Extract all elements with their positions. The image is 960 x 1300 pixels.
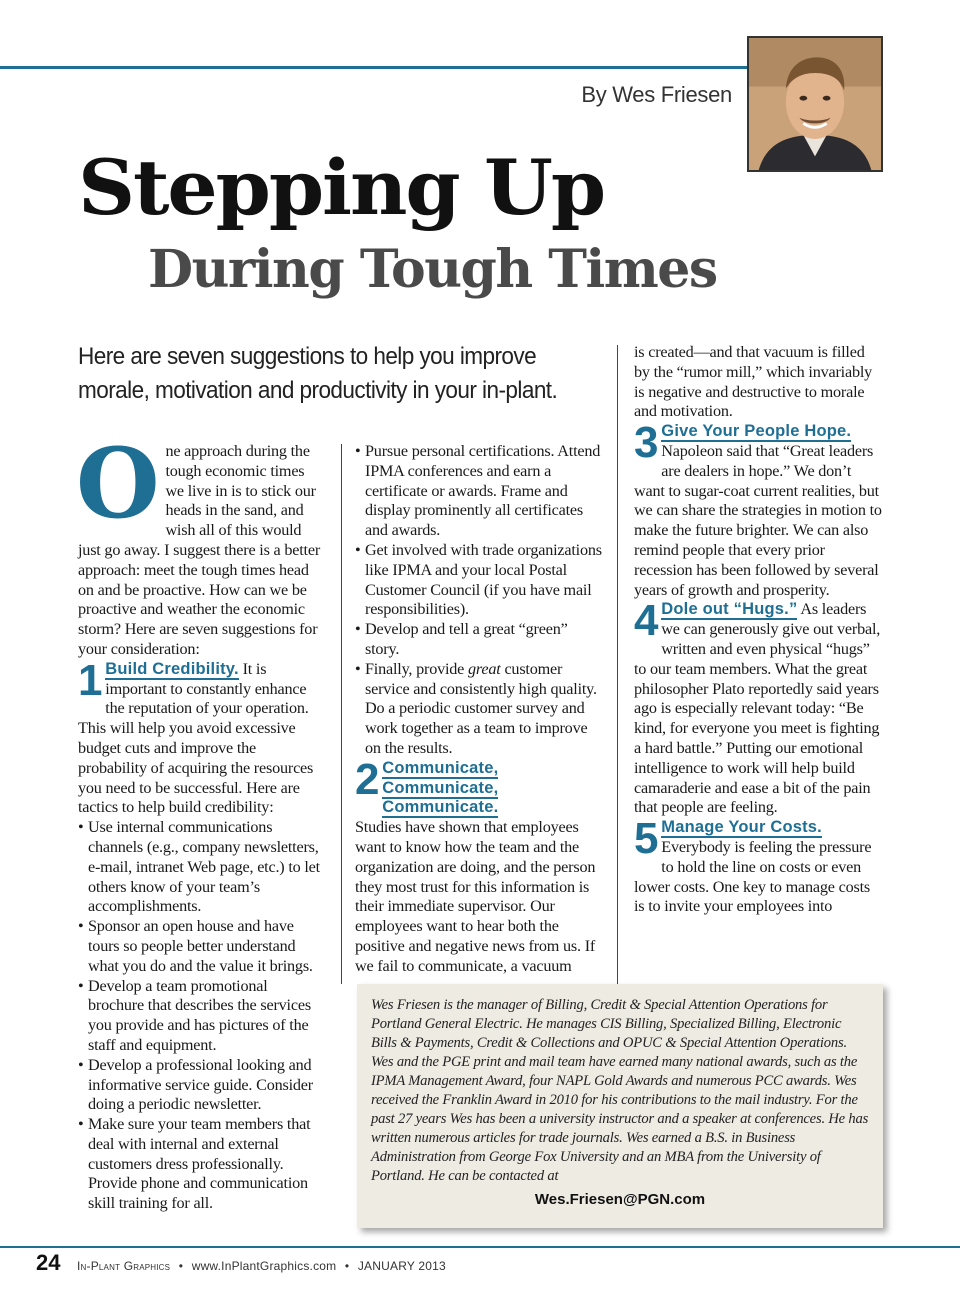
section-heading-5: Manage Your Costs. bbox=[661, 818, 822, 837]
list-item: • Develop a team promotional brochure that describes the services you provide and has pictures of the staff and equipment. bbox=[78, 977, 326, 1056]
author-photo bbox=[747, 36, 883, 172]
continued-text: is created—and that vacuum is filled by the “rumor mill,” which invariably is negative and destructive to morale and motivation. bbox=[634, 343, 873, 421]
section-heading-3: Give Your People Hope. bbox=[661, 422, 852, 441]
section-4 bbox=[634, 596, 884, 818]
section-number-4: 4 bbox=[634, 596, 659, 646]
publication-name: In-Plant Graphics bbox=[77, 1259, 171, 1273]
list-item-emphasis: great bbox=[468, 659, 501, 678]
section-number-2: 2 bbox=[355, 754, 380, 804]
publication-url[interactable]: www.InPlantGraphics.com bbox=[191, 1259, 337, 1273]
footer-separator: • bbox=[344, 1259, 350, 1273]
article-column-2 bbox=[355, 442, 603, 977]
credibility-tactics-list-continued bbox=[355, 442, 603, 759]
byline: By Wes Friesen bbox=[581, 82, 732, 107]
list-item: • Get involved with trade organizations like IPMA and your local Postal Customer Council (if you have mail responsibilities). bbox=[355, 541, 603, 620]
dek: Here are seven suggestions to help you improve morale, motivation and productivity in your in-plant. bbox=[78, 343, 558, 404]
article-column-1 bbox=[76, 427, 326, 1214]
drop-cap: O bbox=[76, 427, 160, 540]
intro-text: ne approach during the tough economic times we live in is to stick our heads in the sand, and wish all of this would just go away. I suggest there is a better approach: meet the tough times head on and be proactive. How can we be proactive and weather the economic storm? Here are seven suggestions for your consideration: bbox=[78, 442, 321, 658]
section-heading-4: Dole out “Hugs.” bbox=[661, 600, 798, 619]
section-text-1: It is important to constantly enhance the reputation of your operation. This will help you avoid excessive budget cuts and improve the probability of acquiring the resources you need to be successful. Here are tactics to help build credibility: bbox=[78, 659, 314, 817]
section-text-5: Everybody is feeling the pressure to hold the line on costs or even lower costs. One key to manage costs is to invite your employees into bbox=[634, 837, 872, 916]
section-2 bbox=[355, 754, 603, 818]
article-column-3 bbox=[634, 343, 884, 917]
list-item: • Pursue personal certifications. Attend IPMA conferences and earn a certificate or awards. Frame and display prominently all certificates and awards. bbox=[355, 442, 603, 541]
issue-date: JANUARY 2013 bbox=[357, 1259, 446, 1273]
column-divider bbox=[341, 444, 342, 984]
page-number: 24 bbox=[36, 1250, 61, 1275]
section-text-4: As leaders we can generously give out verbal, written and even physical “hugs” to our team members. What the great philosopher Plato reportedly said years ago is especially relevant today: “Be kind, for everyone you meet is fighting a hard battle.” Putting our emotional intelligence to work will help build camaraderie and ease a bit of the pain that people are feeling. bbox=[634, 600, 881, 817]
author-email[interactable]: Wes.Friesen@PGN.com bbox=[534, 1191, 706, 1208]
footer-text bbox=[77, 1259, 446, 1273]
header-rule bbox=[0, 66, 750, 69]
list-item: • Make sure your team members that deal with internal and external customers dress professionally. Provide phone and communication skill training for all. bbox=[78, 1115, 326, 1214]
author-bio-text: Wes Friesen is the manager of Billing, Credit & Special Attention Operations for Portland General Electric. He manages CIS Billing, Specialized Billing, Electronic Bills & Payments, Credit & Collections and OPUC & Special Attention Operations. Wes and the PGE print and mail team have earned many national awards, such as the IPMA Management Award, four NAPL Gold Awards and numerous PCC awards. Wes received the Franklin Award in 2010 for his contributions to the mail industry. For the past 27 years Wes has been a university instructor and a speaker at conferences. He has written numerous articles for trade journals. Wes earned a B.S. in Business Administration from George Fox University and an MBA from the University of Portland. He can be contacted at bbox=[371, 997, 869, 1184]
author-bio-box bbox=[357, 984, 883, 1228]
section-text-3: Napoleon said that “Great leaders are dealers in hope.” We don’t want to sugar-coat current realities, but we can share the strategies in motion to make the future brighter. We can also remind people that every prior recession has been followed by several years of growth and prosperity. bbox=[634, 441, 882, 599]
section-3 bbox=[634, 418, 884, 600]
headline: Stepping Up bbox=[78, 143, 605, 232]
footer-rule bbox=[0, 1246, 960, 1248]
list-item: • Develop and tell a great “green” story. bbox=[355, 620, 603, 660]
section-text-2: Studies have shown that employees want to know how the team and the organization are doing, and the person they most trust for this information is their immediate supervisor. Our employees want to hear both the positive and negative news from us. If we fail to communicate, a vacuum bbox=[355, 818, 596, 975]
list-item: • Sponsor an open house and have tours so people better understand what you do and the value it brings. bbox=[78, 917, 326, 976]
credibility-tactics-list bbox=[78, 818, 326, 1214]
column-divider bbox=[617, 345, 618, 985]
section-number-3: 3 bbox=[634, 418, 659, 468]
list-item: • Develop a professional looking and informative service guide. Consider doing a periodic newsletter. bbox=[78, 1056, 326, 1115]
list-item bbox=[355, 660, 603, 759]
section-heading-1: Build Credibility. bbox=[105, 659, 239, 678]
section-number-5: 5 bbox=[634, 814, 659, 864]
intro-paragraph bbox=[76, 427, 326, 660]
section-5 bbox=[634, 814, 884, 917]
section-number-1: 1 bbox=[78, 655, 103, 705]
section-heading-2: Communicate, Communicate, Communicate. bbox=[382, 758, 499, 817]
list-item-text: customer service and consistently high quality. Do a periodic customer survey and work together as a team to improve on the results. bbox=[365, 659, 597, 757]
list-item-text: Finally, provide bbox=[365, 659, 469, 678]
list-item: • Use internal communications channels (e.g., company newsletters, e-mail, intranet Web page, etc.) to let others know of your team’s accomplishments. bbox=[78, 818, 326, 917]
footer-separator: • bbox=[178, 1259, 184, 1273]
section-1 bbox=[78, 655, 326, 818]
author-portrait-icon bbox=[749, 38, 881, 170]
subheadline: During Tough Times bbox=[148, 239, 717, 300]
